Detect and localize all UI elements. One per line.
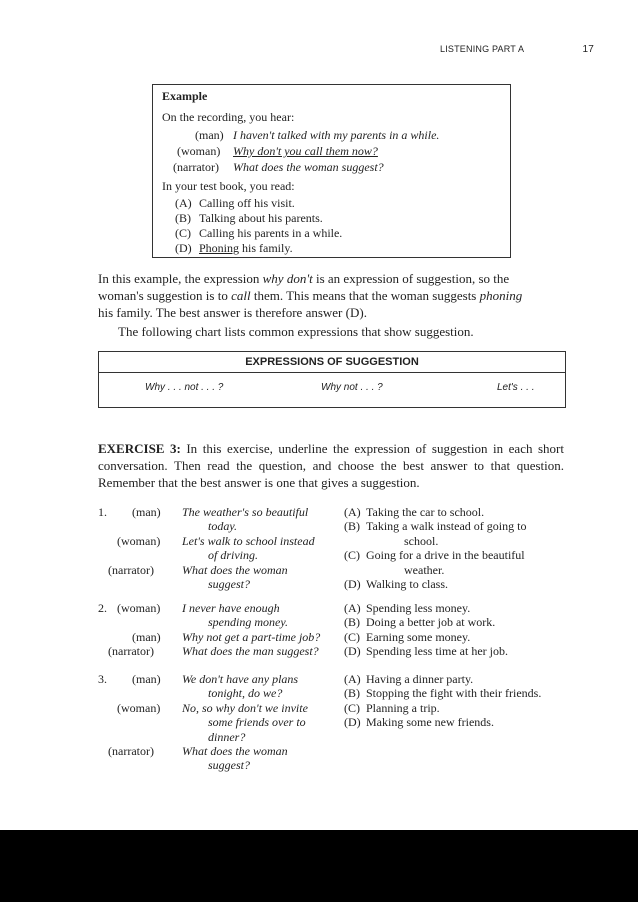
utterance-line: We don't have any plans (182, 672, 299, 686)
answer-text: Stopping the fight with their friends. (366, 686, 542, 700)
utterance-line: suggest? (208, 758, 250, 772)
speaker-woman: (woman) (177, 144, 221, 158)
answer-letter: (B) (344, 686, 360, 700)
speaker-label: (man) (132, 672, 161, 686)
answer-text: weather. (404, 563, 445, 577)
answer-letter: (B) (344, 519, 360, 533)
dialogue-line: What does the woman suggest? (233, 160, 384, 174)
expression-item: Why . . . not . . . ? (145, 382, 224, 393)
question-number: 3. (98, 672, 107, 686)
intro-hear: On the recording, you hear: (162, 110, 295, 124)
speaker-label: (man) (132, 630, 161, 644)
option-letter: (D) (175, 241, 192, 255)
answer-text: Spending less time at her job. (366, 644, 508, 658)
speaker-label: (man) (132, 505, 161, 519)
answer-letter: (C) (344, 630, 360, 644)
answer-letter: (B) (344, 615, 360, 629)
option-text: Talking about his parents. (199, 211, 323, 225)
answer-text: Planning a trip. (366, 701, 440, 715)
utterance-line: No, so why don't we invite (182, 701, 308, 715)
page-number: 17 (582, 44, 594, 55)
answer-letter: (D) (344, 715, 361, 729)
speaker-label: (narrator) (108, 644, 154, 658)
section-title: LISTENING PART A (440, 44, 525, 54)
example-title: Example (162, 89, 208, 103)
explanation-line-1: In this example, the expression why don't is an expression of suggestion, so the (98, 271, 510, 286)
answer-letter: (A) (344, 505, 361, 519)
speaker-narrator: (narrator) (173, 160, 219, 174)
answer-text: Earning some money. (366, 630, 471, 644)
exercise-label: EXERCISE 3: (98, 441, 181, 456)
answer-text: Doing a better job at work. (366, 615, 496, 629)
answer-letter: (C) (344, 548, 360, 562)
utterance-line: tonight, do we? (208, 686, 283, 700)
speaker-man: (man) (195, 128, 224, 142)
speaker-label: (woman) (117, 701, 161, 715)
utterance-line: The weather's so beautiful (182, 505, 309, 519)
utterance-line: spending money. (208, 615, 288, 629)
chart-heading: EXPRESSIONS OF SUGGESTION (99, 352, 565, 373)
utterance-line: What does the woman (182, 744, 288, 758)
question-number: 2. (98, 601, 107, 615)
explanation-line-3: his family. The best answer is therefore answer (D). (98, 305, 367, 320)
expression-item: Why not . . . ? (321, 382, 383, 393)
utterance-line: some friends over to (208, 715, 306, 729)
answer-letter: (D) (344, 577, 361, 591)
speaker-label: (woman) (117, 601, 161, 615)
question-1 (98, 505, 564, 595)
utterance-line: dinner? (208, 730, 246, 744)
explanation-line-2: woman's suggestion is to call them. This means that the woman suggests phoning (98, 288, 523, 303)
answer-text: school. (404, 534, 439, 548)
answer-text: Walking to class. (366, 577, 449, 591)
suggestion-chart (98, 351, 566, 408)
utterance-line: of driving. (208, 548, 258, 562)
answer-text: Spending less money. (366, 601, 471, 615)
question-3 (98, 672, 564, 777)
speaker-label: (narrator) (108, 744, 154, 758)
utterance-line: What does the woman (182, 563, 288, 577)
answer-text: Taking the car to school. (366, 505, 485, 519)
option-letter: (A) (175, 196, 192, 210)
utterance-line: suggest? (208, 577, 250, 591)
option-letter: (B) (175, 211, 191, 225)
example-box (152, 84, 511, 258)
intro-read: In your test book, you read: (162, 179, 295, 193)
answer-letter: (D) (344, 644, 361, 658)
question-2 (98, 601, 564, 661)
dialogue-line: Why don't you call them now? (233, 144, 378, 158)
dialogue-line: I haven't talked with my parents in a while. (233, 128, 440, 142)
utterance-line: today. (208, 519, 237, 533)
question-number: 1. (98, 505, 107, 519)
utterance-line: I never have enough (182, 601, 280, 615)
answer-letter: (C) (344, 701, 360, 715)
scan-border (0, 830, 638, 902)
option-letter: (C) (175, 226, 191, 240)
explanation-paragraph (98, 270, 564, 321)
speaker-label: (woman) (117, 534, 161, 548)
option-text: Phoning his family. (199, 241, 293, 255)
option-text: Calling off his visit. (199, 196, 295, 210)
option-text: Calling his parents in a while. (199, 226, 343, 240)
expression-item: Let's . . . (497, 382, 535, 393)
utterance-line: Why not get a part-time job? (182, 630, 321, 644)
exercise-instructions (98, 440, 564, 491)
answer-text: Going for a drive in the beautiful (366, 548, 525, 562)
utterance-line: Let's walk to school instead (182, 534, 315, 548)
answer-text: Taking a walk instead of going to (366, 519, 527, 533)
utterance-line: What does the man suggest? (182, 644, 319, 658)
exercise-text: In this exercise, underline the expression of suggestion in each short conversation. Then read the question, and choose the best answer to that question. Remember that the best answer is one that gives a suggestion. (98, 441, 564, 490)
answer-text: Having a dinner party. (366, 672, 474, 686)
speaker-label: (narrator) (108, 563, 154, 577)
answer-letter: (A) (344, 601, 361, 615)
chart-intro: The following chart lists common expressions that show suggestion. (118, 324, 474, 339)
answer-text: Making some new friends. (366, 715, 494, 729)
answer-letter: (A) (344, 672, 361, 686)
